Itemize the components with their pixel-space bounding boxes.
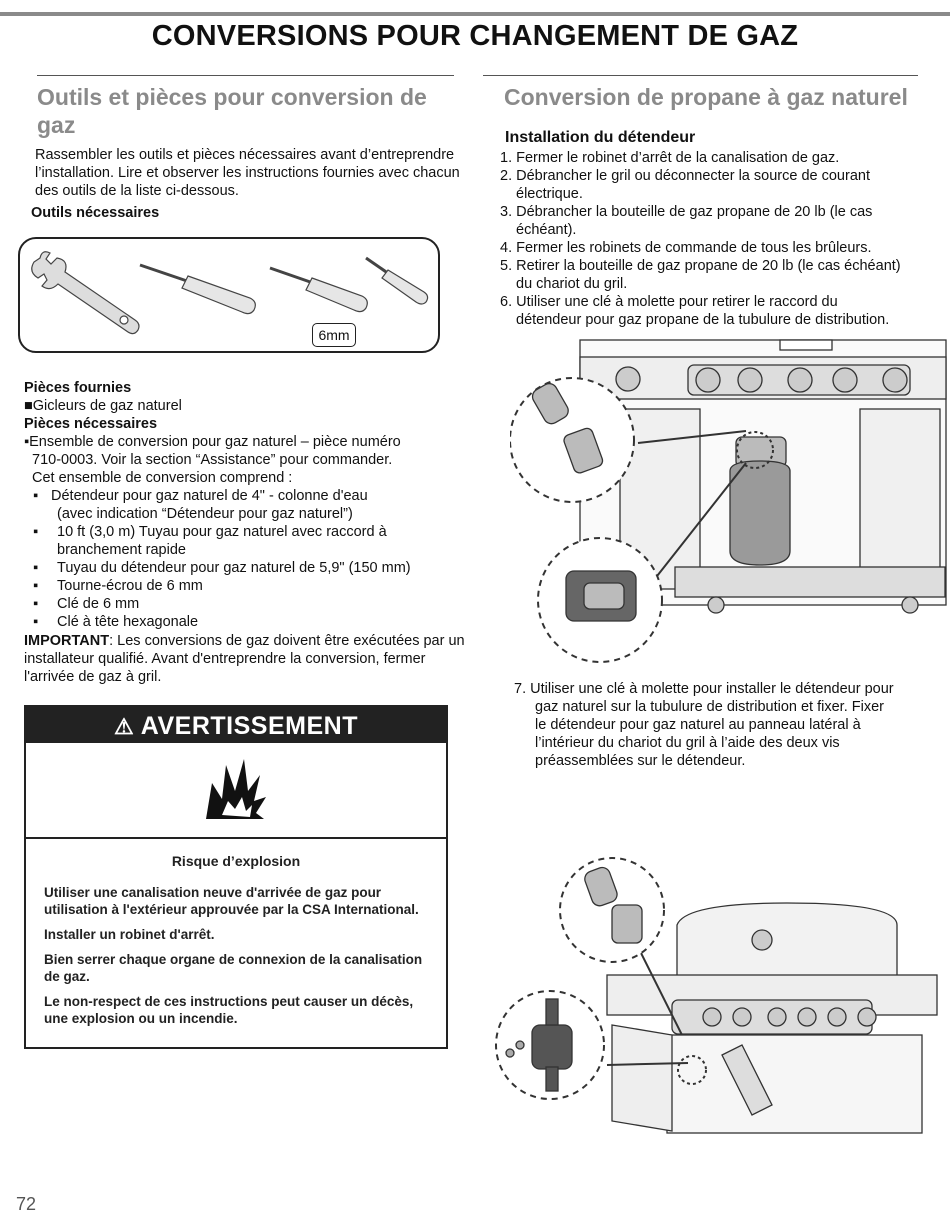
warning-box	[24, 705, 448, 1049]
step-line: 3. Débrancher la bouteille de gaz propane de 20 lb (le cas	[500, 204, 873, 220]
page-title: CONVERSIONS POUR CHANGEMENT DE GAZ	[151, 20, 799, 52]
step-line: du chariot du gril.	[516, 276, 628, 292]
left-heading-rule	[37, 75, 454, 76]
flat-screwdriver-icon	[270, 268, 367, 312]
step-line: 6. Utiliser une clé à molette pour retirer le raccord du	[500, 294, 838, 310]
step7-line: l’intérieur du chariot du gril à l’aide des deux vis	[535, 735, 840, 751]
warning-paragraph: Utiliser une canalisation neuve d'arrivée de gaz pour utilisation à l'extérieur approuvée par la CSA International.	[44, 885, 419, 917]
right-heading: Conversion de propane à gaz naturel	[504, 84, 908, 110]
right-heading-rule	[483, 75, 918, 76]
kit-item: Détendeur pour gaz naturel de 4" - colonne d'eau	[51, 488, 368, 504]
step7-line: gaz naturel sur la tubulure de distribution et fixer. Fixer	[535, 699, 884, 715]
tools-label: Outils nécessaires	[31, 205, 160, 221]
adjustable-wrench-icon	[32, 252, 139, 334]
kit-bullet: ▪	[33, 524, 39, 540]
right-subheading: Installation du détendeur	[505, 129, 696, 146]
warning-paragraph: Bien serrer chaque organe de connexion de la canalisation de gaz.	[44, 952, 423, 984]
step-line: 1. Fermer le robinet d’arrêt de la canalisation de gaz.	[500, 150, 840, 166]
kit-item: (avec indication “Détendeur pour gaz naturel”)	[57, 506, 353, 522]
kit-item: Tuyau du détendeur pour gaz naturel de 5,9" (150 mm)	[57, 560, 411, 576]
step-line: échéant).	[516, 222, 577, 238]
step-line: 2. Débrancher le gril ou déconnecter la source de courant	[500, 168, 870, 184]
warning-header-text: AVERTISSEMENT	[140, 712, 358, 740]
step7-line: 7. Utiliser une clé à molette pour installer le détendeur pour	[514, 681, 894, 697]
grill-install-illustration	[492, 855, 948, 1135]
important-note	[24, 632, 469, 686]
phillips-screwdriver-icon	[140, 265, 255, 314]
warning-subtitle: Risque d’explosion	[171, 853, 301, 869]
step7-line: le détendeur pour gaz naturel au panneau latéral à	[535, 717, 861, 733]
kit-bullet: ▪	[33, 488, 39, 504]
step-line: 4. Fermer les robinets de commande de tous les brûleurs.	[500, 240, 872, 256]
kit-item: branchement rapide	[57, 542, 186, 558]
kit-line-3: Cet ensemble de conversion comprend :	[32, 470, 293, 486]
tool-size-label: 6mm	[312, 323, 356, 347]
kit-line-2: 710-0003. Voir la section “Assistance” pour commander.	[32, 452, 393, 468]
left-heading: Outils et pièces pour conversion de gaz	[37, 84, 427, 138]
warning-paragraph: Installer un robinet d'arrêt.	[44, 927, 215, 942]
kit-line-1: ▪Ensemble de conversion pour gaz naturel – pièce numéro	[24, 434, 401, 450]
important-text: : Les conversions de gaz doivent être exécutées par un installateur qualifié. Avant d'entreprendre la conversion, fermer l'arrivée de gaz à gril.	[24, 633, 465, 685]
warning-triangle-icon: ⚠	[114, 714, 135, 739]
kit-bullet: ▪	[33, 596, 39, 612]
parts-supplied-item: ■Gicleurs de gaz naturel	[24, 398, 182, 414]
tools-illustration	[20, 240, 434, 346]
left-intro: Rassembler les outils et pièces nécessaires avant d’entreprendre l’installation. Lire et observer les instructions fournies avec chacun des outils de la liste ci-dessous.	[35, 147, 460, 199]
kit-bullet: ▪	[33, 560, 39, 576]
page-number: 72	[16, 1194, 37, 1214]
warning-paragraph: Le non-respect de ces instructions peut causer un décès, une explosion ou un incendie.	[44, 994, 414, 1026]
explosion-icon	[202, 757, 268, 823]
kit-item: 10 ft (3,0 m) Tuyau pour gaz naturel avec raccord à	[57, 524, 387, 540]
explosion-icon-area	[26, 743, 446, 839]
kit-item: Clé à tête hexagonale	[57, 614, 199, 630]
kit-bullet: ▪	[33, 578, 39, 594]
kit-item: Clé de 6 mm	[57, 596, 140, 612]
warning-header	[26, 707, 446, 743]
step-line: électrique.	[516, 186, 583, 202]
warning-body	[26, 839, 446, 1027]
nut-driver-icon	[366, 258, 428, 304]
top-rule	[0, 12, 950, 16]
kit-bullet: ▪	[33, 614, 39, 630]
step-line: détendeur pour gaz propane de la tubulure de distribution.	[516, 312, 890, 328]
parts-needed-label: Pièces nécessaires	[24, 416, 158, 432]
step7-line: préassemblées sur le détendeur.	[535, 753, 746, 769]
parts-supplied-label: Pièces fournies	[24, 380, 132, 396]
grill-propane-illustration	[510, 335, 948, 665]
kit-item: Tourne-écrou de 6 mm	[57, 578, 203, 594]
step-line: 5. Retirer la bouteille de gaz propane de 20 lb (le cas échéant)	[500, 258, 901, 274]
important-label: IMPORTANT	[24, 633, 110, 649]
